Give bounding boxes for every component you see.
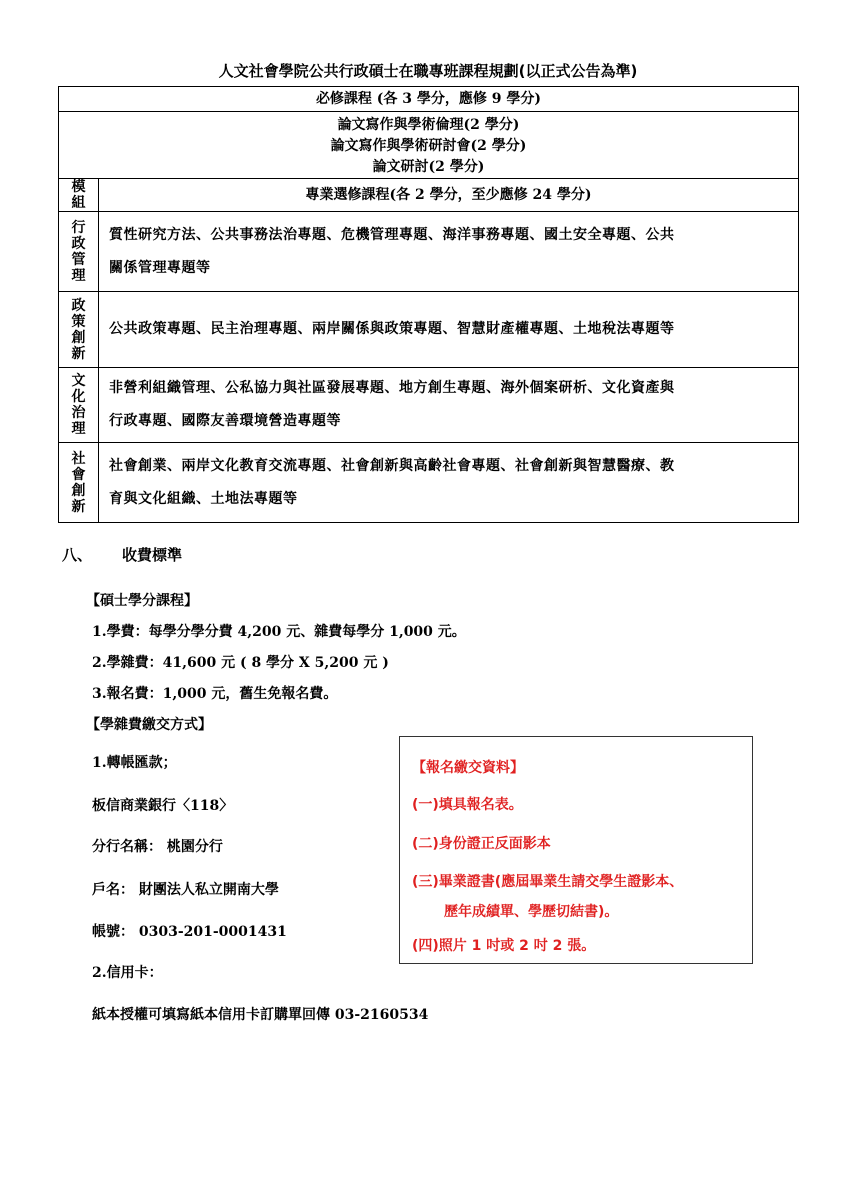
account-holder: 戶名： 財團法人私立開南大學 (92, 882, 279, 898)
account-number: 帳號： 0303-201-0001431 (92, 924, 287, 940)
module-courses: 非營利組織管理、公私協力與社區發展專題、地方創生專題、海外個案研析、文化資產與 行政專題、國際友善環境營造專題等 (99, 368, 799, 443)
credit-program-heading: 【碩士學分課程】 (86, 593, 198, 609)
elective-header: 專業選修課程(各 2 學分，至少應修 24 學分) (99, 179, 799, 212)
fee-details (86, 586, 466, 741)
payment-heading: 【學雜費繳交方式】 (86, 717, 212, 733)
module-row-policy-innovation (59, 292, 799, 368)
bank-name: 板信商業銀行〈118〉 (92, 798, 234, 814)
section-heading: 收費標準 (122, 546, 183, 564)
credit-card-label: 2.信用卡： (92, 965, 163, 981)
fee-section-title (62, 544, 182, 565)
module-courses: 質性研究方法、公共事務法治專題、危機管理專題、海洋事務專題、國土安全專題、公共 關係管理專題等 (99, 212, 799, 292)
application-documents-box (399, 736, 753, 964)
module-label: 文 化 治 理 (59, 368, 99, 443)
branch-name: 分行名稱： 桃園分行 (92, 839, 223, 855)
document-item: (一)填具報名表。 (412, 797, 523, 813)
documents-heading: 【報名繳交資料】 (412, 760, 524, 776)
module-row-social-innovation (59, 443, 799, 523)
module-label: 政 策 創 新 (59, 292, 99, 368)
module-courses: 社會創業、兩岸文化教育交流專題、社會創新與高齡社會專題、社會創新與智慧醫療、教 育與文化組織、土地法專題等 (99, 443, 799, 523)
module-label: 行 政 管 理 (59, 212, 99, 292)
module-row-administration (59, 212, 799, 292)
required-courses (59, 112, 799, 179)
required-course: 論文研討(2 學分) (372, 158, 485, 175)
curriculum-table (58, 86, 799, 523)
module-label: 社 會 創 新 (59, 443, 99, 523)
required-header: 必修課程 (各 3 學分，應修 9 學分) (59, 87, 799, 112)
transfer-label: 1.轉帳匯款； (92, 755, 177, 771)
fee-item-total: 2.學雜費：41,600 元 ( 8 學分 X 5,200 元 ) (92, 655, 389, 671)
fee-item-tuition: 1.學費：每學分學分費 4,200 元、雜費每學分 1,000 元。 (92, 624, 466, 640)
document-item: (三)畢業證書(應屆畢業生請交學生證影本、 (412, 874, 684, 890)
required-courses-row (59, 112, 799, 179)
required-course: 論文寫作與學術倫理(2 學分) (337, 116, 520, 133)
document-item: (二)身份證正反面影本 (412, 836, 551, 852)
section-number: 八、 (62, 546, 93, 564)
required-header-row (59, 87, 799, 112)
elective-header-row (59, 179, 799, 212)
document-item: (四)照片 1 吋或 2 吋 2 張。 (412, 938, 596, 954)
module-courses: 公共政策專題、民主治理專題、兩岸關係與政策專題、智慧財產權專題、土地稅法專題等 (99, 292, 799, 368)
fee-item-registration: 3.報名費：1,000 元，舊生免報名費。 (92, 686, 338, 702)
module-row-cultural-governance (59, 368, 799, 443)
module-column-header: 模 組 (59, 179, 99, 212)
page-title: 人文社會學院公共行政碩士在職專班課程規劃(以正式公告為準) (218, 62, 638, 80)
credit-card-note: 紙本授權可填寫紙本信用卡訂購單回傳 03-2160534 (92, 1007, 429, 1023)
required-course: 論文寫作與學術研討會(2 學分) (330, 137, 527, 154)
document-item-continued: 歷年成績單、學歷切結書)。 (444, 904, 619, 920)
